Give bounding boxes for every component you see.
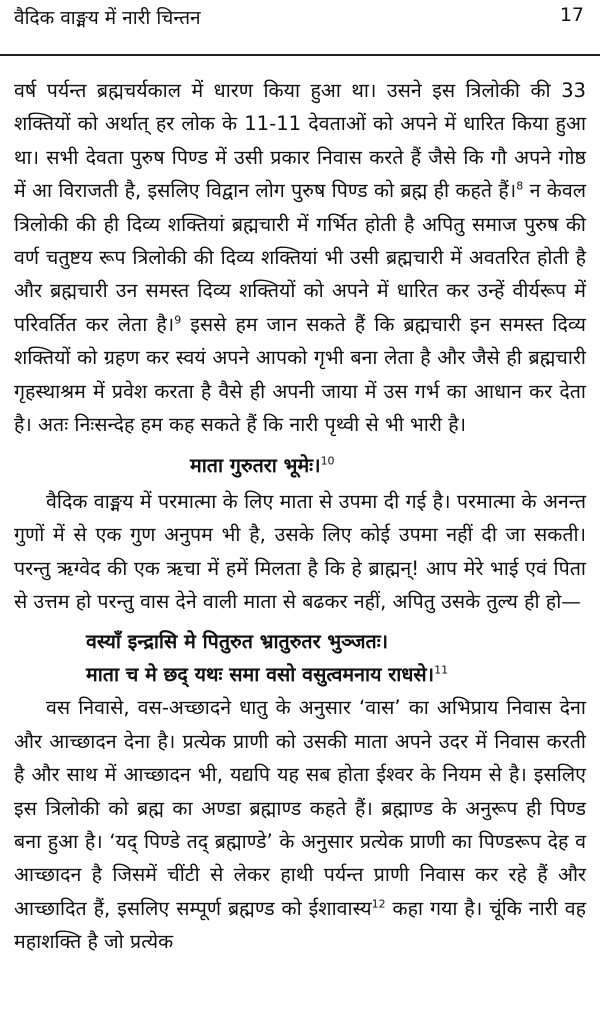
- footnote-ref-11: 11: [434, 663, 449, 677]
- verse-line-2-text: माता च मे छद् यथः समा वसो वसुत्वमनाय राधसे।: [86, 662, 435, 686]
- quote-heading: [14, 449, 586, 482]
- verse-block: [14, 619, 586, 692]
- quote-heading-block: [14, 441, 586, 484]
- header-rule: [0, 54, 600, 56]
- verse-line-2: [14, 658, 586, 691]
- running-header: [14, 4, 584, 44]
- paragraph-1: [14, 74, 586, 441]
- quote-heading-text: माता गुरुतरा भूमेः।: [190, 454, 321, 478]
- paragraph-3: [14, 691, 586, 958]
- paragraph-3-text-b: कहा गया है। चूंकि नारी वह महाशक्ति है जो प्रत्येक: [14, 896, 586, 954]
- verse-line-1: वस्याँ इन्द्रासि मे पितुरुत भ्रातुरुतर भुञ्जतः।: [86, 629, 389, 653]
- footnote-ref-10: 10: [320, 454, 335, 468]
- paragraph-2: वैदिक वाङ्मय में परमात्मा के लिए माता से उपमा दी गई है। परमात्मा के अनन्त गुणों में से एक गुण अनुपम भी है, उसके लिए कोई उपमा नहीं दी जा सकती। परन्तु ऋग्वेद की एक ऋचा में हमें मिलता है कि हे ब्राह्मन्! आप मेरे भाई एवं पिता से उत्तम हो परन्तु वास देने वाली माता से बढकर नहीं, अपितु उसके तुल्य ही हो—: [14, 489, 586, 614]
- page-number: 17: [559, 4, 584, 26]
- paragraph-1-text-c: इससे हम जान सकते हैं कि ब्रह्मचारी इन समस्त दिव्य शक्तियों को ग्रहण कर स्वयं अपने आपको गृभी बना लेता है और जैसे ही ब्रह्मचारी गृहस्थाश्रम में प्रवेश करता है वैसे ही अपनी जाया में उस गर्भ का आधान कर देता है। अतः निःसन्देह हम कह सकते हैं कि नारी पृथ्वी से भी भारी है।: [14, 312, 586, 437]
- footnote-ref-8: 8: [516, 179, 524, 193]
- paragraph-3-text-a: वस निवासे, वस-अच्छादने धातु के अनुसार ‘वास’ का अभिप्राय निवास देना और आच्छादन देना है। प्रत्येक प्राणी को उसकी माता अपने उदर में निवास करती है और साथ में आच्छादन भी, यद्यपि यह सब होता ईश्वर के नियम से है। इसलिए इस त्रिलोकी को ब्रह्म का अण्डा ब्रह्माण्ड कहते हैं। ब्रह्माण्ड के अनुरूप ही पिण्ड बना हुआ है। ‘यद् पिण्डे तद् ब्रह्माण्डे’ के अनुसार प्रत्येक प्राणी का पिण्डरूप देह व आच्छादन है जिसमें चींटी से लेकर हाथी पर्यन्त प्राणी निवास कर रहे हैं और आच्छादित हैं, इसलिए सम्पूर्ण ब्रह्मण्ड को ईशावास्य: [14, 696, 586, 920]
- footnote-ref-12: 12: [371, 897, 386, 911]
- paragraph-1-text-b: न केवल त्रिलोकी की ही दिव्य शक्तियां ब्रह्मचारी में गर्भित होती है अपितु समाज पुरुष की वर्ण चतुष्टय रूप त्रिलोकी की दिव्य शक्तियां भी उसी ब्रह्मचारी में अवतरित होती है और ब्रह्मचारी उन समस्त दिव्य शक्तियों को अपने में धारित कर उन्हें वीर्यरूप में परिवर्तित कर लेता है।: [14, 179, 586, 336]
- footnote-ref-9: 9: [174, 313, 182, 327]
- running-title: वैदिक वाङ्मय में नारी चिन्तन: [14, 7, 201, 29]
- page-body: [14, 74, 586, 959]
- paragraph-1-text-a: वर्ष पर्यन्त ब्रह्मचर्यकाल में धारण किया हुआ था। उसने इस त्रिलोकी की 33 शक्तियों को अर्थात् हर लोक के 11-11 देवताओं को अपने में धारित किया हुआ था। सभी देवता पुरुष पिण्ड में उसी प्रकार निवास करते हैं जैसे कि गौ अपने गोष्ठ में आ विराजती है, इसलिए विद्वान लोग पुरुष पिण्ड को ब्रह्म ही कहते हैं।: [14, 79, 586, 203]
